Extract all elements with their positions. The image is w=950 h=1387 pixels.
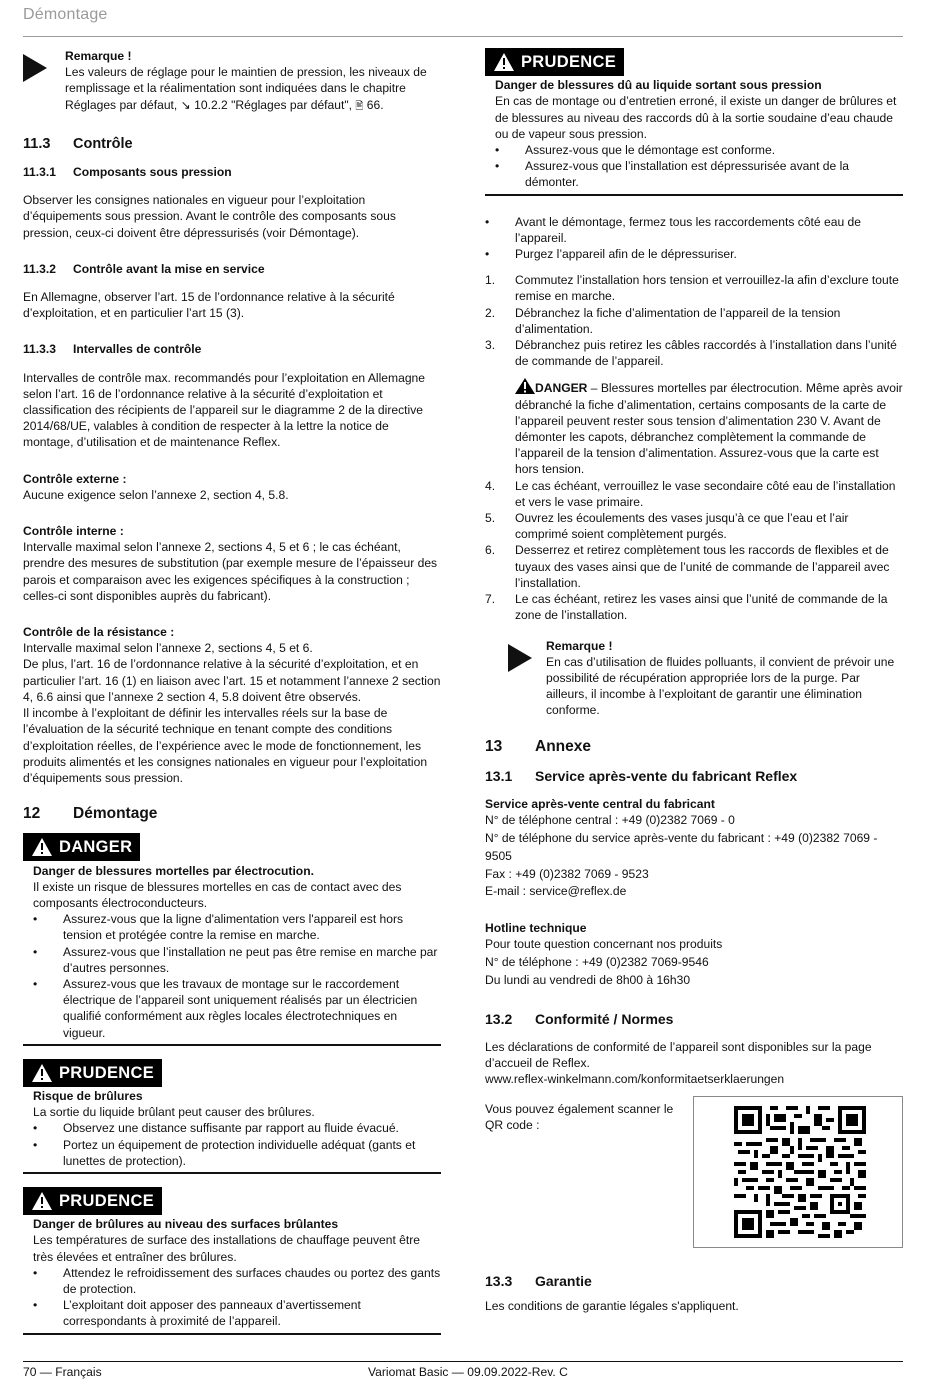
caution-text: Les températures de surface des installations de chauffage peuvent être très élevées et entraîner des brûlures. [33,1233,421,1264]
caution-text: La sortie du liquide brûlant peut causer des brûlures. [33,1105,315,1120]
hotline-line: Pour toute question concernant nos produits [485,937,723,952]
caution-badge: PRUDENCE [485,48,624,76]
list-item: • Purgez l’appareil afin de le dépressuriser. [485,247,737,262]
resistance-check-text-1: Intervalle maximal selon l’annexe 2, sections 4, 5 et 6. [23,641,313,656]
list-item: • Assurez-vous que l’installation ne peut pas être remise en marche par d’autres personnes. [33,944,438,975]
danger-badge: DANGER [23,833,140,861]
internal-check-text: Intervalle maximal selon l’annexe 2, sections 4, 5 et 6 ; le cas échéant, prendre des mesures de substitution (par exemple mesure de l’épaisseur des parois et comparaison avec les exigences spécifiques à la construction ; celles-ci sont disponibles auprès du fabricant). [23,540,438,603]
section-11-3-1-text: Observer les consignes nationales en vigueur pour l’exploitation d’équipements sous pression. Avant le contrôle des composants sous pression, ceux-ci doivent être dépressurisés (voir Démontage). [23,193,396,240]
list-item: • L’exploitant doit apposer des panneaux d’avertissement correspondants à proximité de l’appareil. [33,1298,361,1329]
danger-text: Il existe un risque de blessures mortelles en cas de contact avec des composants électroconducteurs. [33,879,402,910]
cross-reference-link[interactable]: 10.2.2 "Réglages par défaut", [190,97,356,112]
list-item: • Avant le démontage, fermez tous les raccordements côté eau de l’appareil. [485,214,861,245]
external-check-text: Aucune exigence selon l’annexe 2, section 4, 5.8. [23,487,289,502]
caution-surface-box [23,1187,441,1335]
caution-bullets [495,142,903,191]
danger-box [23,833,441,1045]
caution-badge: PRUDENCE [23,1187,162,1215]
caution-badge: PRUDENCE [23,1059,162,1087]
internal-check-label: Contrôle interne : [23,524,124,539]
footer-page: 70 — Français [23,1365,102,1379]
note-title: Remarque ! [65,49,132,63]
section-11-3-2-text: En Allemagne, observer l’art. 15 de l’ordonnance relative à la sécurité d’exploitation, et en particulier l’art 15 (3). [23,290,395,321]
note-settings [23,48,441,115]
resistance-check-label: Contrôle de la résistance : [23,625,175,640]
header-rule [23,36,903,37]
list-item: • Assurez-vous que le démontage est conforme. [495,143,776,158]
external-check-label: Contrôle externe : [23,471,127,486]
list-item: • Attendez le refroidissement des surfaces chaudes ou portez des gants de protection. [33,1265,441,1296]
caution-title: Danger de brûlures au niveau des surfaces brûlantes [33,1217,339,1232]
service-email[interactable]: E-mail : service@reflex.de [485,884,627,899]
caution-title: Risque de brûlures [33,1088,143,1103]
conformity-url[interactable]: www.reflex-winkelmann.com/konformitaetserklaerungen [485,1072,785,1087]
footer-rule [23,1361,903,1362]
caution-text: En cas de montage ou d’entretien erroné, il existe un danger de brûlures et de blessures au niveau des raccords dû à la sortie soudaine d’eau chaude ou de vapeur sous pression. [495,94,897,141]
caution-bullets [33,1120,441,1169]
caution-pressure-box [485,48,903,196]
qr-row [485,1101,903,1253]
list-item: 4. Le cas échéant, verrouillez le vase secondaire côté eau de l’installation et vers le vase primaire. [485,478,896,509]
note-title: Remarque ! [546,638,613,653]
list-item: • Assurez-vous que l’installation est dépressurisée avant de la démonter. [495,159,850,190]
page-reference: 66. [363,97,384,112]
warranty-text: Les conditions de garantie légales s'appliquent. [485,1298,739,1313]
qr-code-frame [693,1096,903,1248]
warning-triangle-icon [31,1191,53,1211]
section-13-heading: 13 Annexe [485,737,591,755]
warning-triangle-icon [31,1063,53,1083]
service-line: N° de téléphone du service après-vente du fabricant : +49 (0)2382 7069 - 9505 [485,830,878,863]
hotline-line: Du lundi au vendredi de 8h00 à 16h30 [485,972,691,987]
section-13-1-heading: 13.1 Service après-vente du fabricant Reflex [485,767,798,784]
list-item: 6. Desserrez et retirez complètement tous les raccords de flexibles et de tuyaux des vases ainsi que de l’unité de commande de l’appareil avec l’installation. [485,543,890,590]
section-13-3-heading: 13.3 Garantie [485,1272,592,1289]
document-icon: 🖹 [355,100,364,112]
note-text: Les valeurs de réglage pour le maintien de pression, les niveaux de remplissage et la réalimentation sont indiquées dans le chapitre Réglages par défaut, ↘ 10.2.2 "Réglages par défaut", 🖹 66. [65,65,427,112]
list-item: • Observez une distance suffisante par rapport au fluide évacué. [33,1121,399,1136]
list-item: 5. Ouvrez les écoulements des vases jusqu’à ce que l’eau et l’air comprimé soient complètement purgés. [485,511,849,542]
list-item: 1. Commutez l’installation hors tension et verrouillez-la afin d’exclure toute remise en marche. [485,273,899,304]
note-arrow-icon [23,54,47,82]
warning-triangle-icon [515,378,535,394]
running-header: Démontage [23,6,108,23]
conformity-text: Les déclarations de conformité de l’appareil sont disponibles sur la page d’accueil de Reflex. [485,1039,872,1071]
list-item: 7. Le cas échéant, retirez les vases ainsi que l’unité de commande de la zone de l’installation. [485,592,888,623]
service-label: Service après-vente central du fabricant [485,796,715,811]
list-item: 2. Débranchez la fiche d’alimentation de l’appareil de la tension d’alimentation. [485,305,841,336]
warning-triangle-icon [31,837,53,857]
qr-instruction: Vous pouvez également scanner le QR code : [485,1101,674,1132]
danger-bullets [33,911,441,1041]
hotline-label: Hotline technique [485,921,587,936]
resistance-check-text-3: Il incombe à l’exploitant de définir les intervalles réels sur la base de l’évaluation de la sécurité technique en tenant compte des conditions d’exploitation réelles, de l’expérience avec le mode de fonctionnement, les produits alimentés et les consignes nationales en vigueur pour l’exploitation d’équipements sous pression. [23,706,428,785]
caution-title: Danger de blessures dû au liquide sortant sous pression [495,78,822,93]
footer-document: Variomat Basic — 09.09.2022-Rev. C [368,1365,568,1379]
section-11-3-3-heading: 11.3.3 Intervalles de contrôle [23,342,202,357]
list-item: • Portez un équipement de protection individuelle adéquat (gants et lunettes de protection). [33,1137,416,1168]
qr-code[interactable] [734,1106,866,1238]
right-column [485,48,903,1314]
caution-bullets [33,1265,441,1330]
section-11-3-3-text: Intervalles de contrôle max. recommandés pour l’exploitation en Allemagne selon l’art. 16 de l’ordonnance relative à la sécurité d’exploitation et classification des récipients de l’appareil sur le diagramme 2 de la directive 2014/68/UE, valables à condition de respecter à la lettre la notice de montage, d’utilisation et de maintenance Reflex. [23,370,425,450]
note-text: En cas d’utilisation de fluides polluants, il convient de prévoir une possibilité de récupération appropriée lors de la purge. Par ailleurs, il incombe à l’exploitant de garantir une élimination conforme. [546,654,895,718]
inline-danger-warning: DANGER – Blessures mortelles par électrocution. Même après avoir débranché la fiche d’alimentation, certains composants de la carte de l’appareil peuvent rester sous tension d’alimentation 230 V. Avant de démonter les capots, débranchez complètement la commande de l’appareil de la tension d’alimentation. Assurez-vous que la carte est hors tension. [485,378,903,477]
warning-triangle-icon [493,52,515,72]
section-11-3-1-heading: 11.3.1 Composants sous pression [23,165,232,180]
hotline-line: N° de téléphone : +49 (0)2382 7069-9546 [485,955,709,970]
service-line: N° de téléphone central : +49 (0)2382 7069 - 0 [485,813,735,828]
service-line: Fax : +49 (0)2382 7069 - 9523 [485,866,649,881]
section-11-3-heading: 11.3 Contrôle [23,135,133,152]
dismantle-steps [485,272,903,369]
list-item: • Assurez-vous que les travaux de montage sur le raccordement électrique de l’appareil sont uniquement réalisés par un électricien qualifié conformément aux règles locales électrotechniques en vigueur. [33,976,418,1040]
section-11-3-2-heading: 11.3.2 Contrôle avant la mise en service [23,261,265,276]
pre-dismantle-bullets [485,214,903,263]
list-item: 3. Débranchez puis retirez les câbles raccordés à l’installation dans l’unité de commande de l’appareil. [485,338,897,369]
note-arrow-icon [508,644,532,672]
resistance-check-text-2: De plus, l’art. 16 de l’ordonnance relative à la sécurité d’exploitation, et en particulier l’art. 16 (1) en liaison avec l’art. 15 et notamment l’annexe 2 section 4, 6.6 ainsi que l’annexe 2 section 4, 5.8 doivent être observés. [23,657,441,704]
note-pollutants [485,638,903,719]
link-arrow-icon: ↘ [180,97,191,112]
section-13-2-heading: 13.2 Conformité / Normes [485,1010,674,1027]
caution-burn-box [23,1059,441,1174]
list-item: • Assurez-vous que la ligne d'alimentation vers l'appareil est hors tension et protégée contre la remise en marche. [33,912,404,943]
danger-title: Danger de blessures mortelles par électrocution. [33,863,314,878]
dismantle-steps-continued [485,478,903,624]
section-12-heading: 12 Démontage [23,805,158,823]
left-column [23,48,441,1335]
